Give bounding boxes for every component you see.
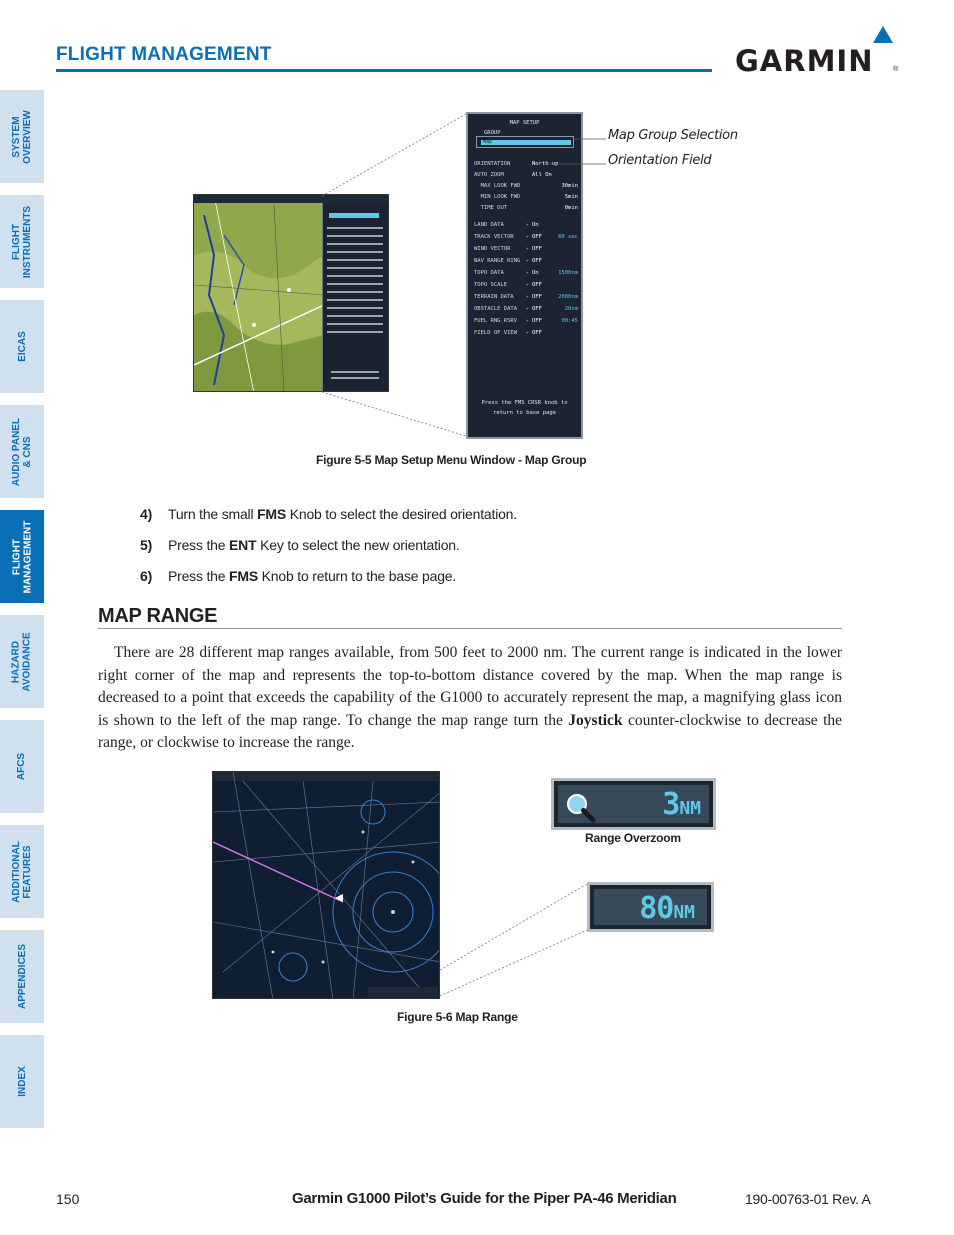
row-key: TIME OUT [474,205,508,211]
setup-row-fuel-rng-rsrv[interactable] [474,316,580,326]
row-key: AUTO ZOOM [474,172,504,178]
row-value-secondary: 0min [564,205,578,211]
range-overzoom-inner [558,785,709,823]
map-setup-window [466,112,583,439]
range-number: 3 [662,787,680,822]
map-group-field[interactable] [476,136,574,148]
step-key-name: FMS [229,568,258,584]
tab-flight-instruments[interactable] [0,195,44,288]
map-setup-title: MAP SETUP [509,120,540,126]
row-value: North up [532,161,559,167]
step-key-name: ENT [229,537,257,553]
figure-5-6-caption: Figure 5-6 Map Range [397,1010,518,1024]
tab-afcs[interactable] [0,720,44,813]
row-value-secondary: 00:45 [561,318,578,324]
tab-label: AUDIO PANEL & CNS [11,417,33,486]
garmin-logo [735,26,900,76]
row-key: TRACK VECTOR [474,234,514,240]
step-text: Knob to return to the base page. [257,568,457,584]
tab-label: SYSTEM OVERVIEW [11,109,33,164]
tab-label: ADDITIONAL FEATURES [11,840,34,903]
row-arrow-icon: ▸ [526,246,530,252]
range-overzoom-value [662,787,701,827]
footer-title: Garmin G1000 Pilot’s Guide for the Piper PA-46 Meridian [292,1190,677,1207]
setup-row-wind-vector[interactable] [474,244,580,254]
row-key: MIN LOOK FWD [474,194,521,200]
step-number: 4) [140,506,153,522]
row-key: TOPO SCALE [474,282,508,288]
map-setup-footer: Press the FMS CRSR knob to return to base page [481,400,568,416]
row-value: On [532,270,539,276]
group-label: GROUP [484,130,501,136]
row-value: OFF [532,318,542,324]
setup-row-nav-range-ring[interactable] [474,256,580,266]
logo-registered-mark: ® [893,66,899,73]
row-arrow-icon: ▸ [526,234,530,240]
row-arrow-icon: ▸ [526,282,530,288]
step-text: Key to select the new orientation. [256,537,460,553]
row-key: ORIENTATION [474,161,511,167]
row-value: OFF [532,246,542,252]
setup-row-terrain-data[interactable] [474,292,580,302]
mfd-menu-lines [323,203,389,392]
range-number: 80 [639,891,674,926]
row-key: OBSTACLE DATA [474,306,518,312]
setup-row-obstacle-data[interactable] [474,304,580,314]
range-inner [594,889,707,925]
setup-row-auto-zoom[interactable] [474,170,580,180]
figure-5-5-caption: Figure 5-5 Map Setup Menu Window - Map Group [316,453,587,467]
row-value-secondary: 60 sec [558,234,578,240]
callout-map-group-selection: Map Group Selection [608,128,738,143]
range-overzoom-caption: Range Overzoom [585,831,681,845]
row-value: All On [532,172,552,178]
setup-row-topo-data[interactable] [474,268,580,278]
navigation-map-image [213,772,440,999]
magnifying-glass-icon [564,791,596,823]
step-number: 5) [140,537,153,553]
section-header-title: FLIGHT MANAGEMENT [56,44,272,65]
map-range-heading: MAP RANGE [98,605,218,627]
tab-label: APPENDICES [16,943,28,1010]
map-group-value: Map [481,140,571,145]
row-key: FUEL RNG RSRV [474,318,518,324]
row-key: FIELD OF VIEW [474,330,518,336]
row-value-secondary: 2000nm [558,294,578,300]
setup-row-topo-scale[interactable] [474,280,580,290]
setup-row-time-out[interactable] [474,203,580,213]
tab-audio-panel-cns[interactable] [0,405,44,498]
map-range-paragraph [98,642,842,755]
range-value [639,891,695,931]
logo-text: GARMIN [735,44,874,78]
setup-row-land-data[interactable] [474,220,580,230]
setup-row-orientation[interactable] [474,159,580,169]
row-arrow-icon: ▸ [526,306,530,312]
row-arrow-icon: ▸ [526,270,530,276]
paragraph-text: counter-clockwise to decrease the range, or clockwise to increase the range. [98,711,843,751]
paragraph-bold-term: Joystick [568,711,623,729]
tab-eicas[interactable] [0,300,44,393]
row-value: On [532,222,539,228]
tab-label: HAZARD AVOIDANCE [11,631,34,692]
mfd-thumbnail [193,194,389,392]
logo-triangle-icon [873,26,893,43]
row-arrow-icon: ▸ [526,258,530,264]
row-arrow-icon: ▸ [526,318,530,324]
row-key: MAX LOOK FWD [474,183,521,189]
tab-index[interactable] [0,1035,44,1128]
figure-map-setup [190,110,790,445]
row-key: NAV RANGE RING [474,258,521,264]
row-value: OFF [532,306,542,312]
section-rule [98,628,842,629]
tab-appendices[interactable] [0,930,44,1023]
row-value-secondary: 5min [564,194,578,200]
range-unit: NM [679,798,701,819]
tab-label: EICAS [16,331,28,362]
row-value: OFF [532,330,542,336]
step-text: Press the [168,568,230,584]
footer-doc-number: 190-00763-01 Rev. A [745,1191,871,1207]
setup-row-field-of-view[interactable] [474,328,580,338]
tab-label: INDEX [16,1066,28,1097]
setup-row-max-look-fwd[interactable] [474,181,580,191]
row-key: LAND DATA [474,222,504,228]
page-number: 150 [56,1191,80,1207]
row-key: TERRAIN DATA [474,294,514,300]
row-value: OFF [532,258,542,264]
range-unit: NM [673,902,695,923]
row-value-secondary: 1500nm [558,270,578,276]
row-arrow-icon: ▸ [526,330,530,336]
row-arrow-icon: ▸ [526,222,530,228]
tab-label: FLIGHT INSTRUMENTS [11,205,34,278]
tab-label: AFCS [16,752,28,781]
row-key: TOPO DATA [474,270,504,276]
range-indicator [587,882,714,932]
mfd-map-setup-thumbnail [322,203,388,392]
row-value: OFF [532,282,542,288]
step-text: Press the [168,537,230,553]
step-key-name: FMS [257,506,287,522]
range-overzoom-indicator [551,778,716,830]
row-key: WIND VECTOR [474,246,511,252]
callout-orientation-field: Orientation Field [608,153,712,168]
row-arrow-icon: ▸ [526,294,530,300]
setup-row-min-look-fwd[interactable] [474,192,580,202]
tab-additional-features[interactable] [0,825,44,918]
row-value: OFF [532,234,542,240]
row-value: OFF [532,294,542,300]
row-value-secondary: 30min [561,183,578,189]
step-number: 6) [140,568,153,584]
row-value-secondary: 20nm [564,306,578,312]
step-text: Knob to select the desired orientation. [286,506,517,522]
header-rule [56,69,712,72]
tab-hazard-avoidance[interactable] [0,615,44,708]
mfd-top-bar [194,195,388,203]
paragraph-text: There are 28 different map ranges available, from 500 feet to 2000 nm. The current range is indicated in the lower right corner of the map and represents the top-to-bottom distance covered by the map. When the map range is decreased to a point that exceeds the capability of the G1000 to accurately represent the map, a magnifying glass icon is shown to the left of the map range. To change the map range turn the [98,644,842,729]
tab-flight-management[interactable] [0,510,44,603]
map-range-screen [212,771,440,999]
setup-row-track-vector[interactable] [474,232,580,242]
step-text: Turn the small [168,506,258,522]
tab-system-overview[interactable] [0,90,44,183]
tab-label: FLIGHT MANAGEMENT [11,520,33,593]
